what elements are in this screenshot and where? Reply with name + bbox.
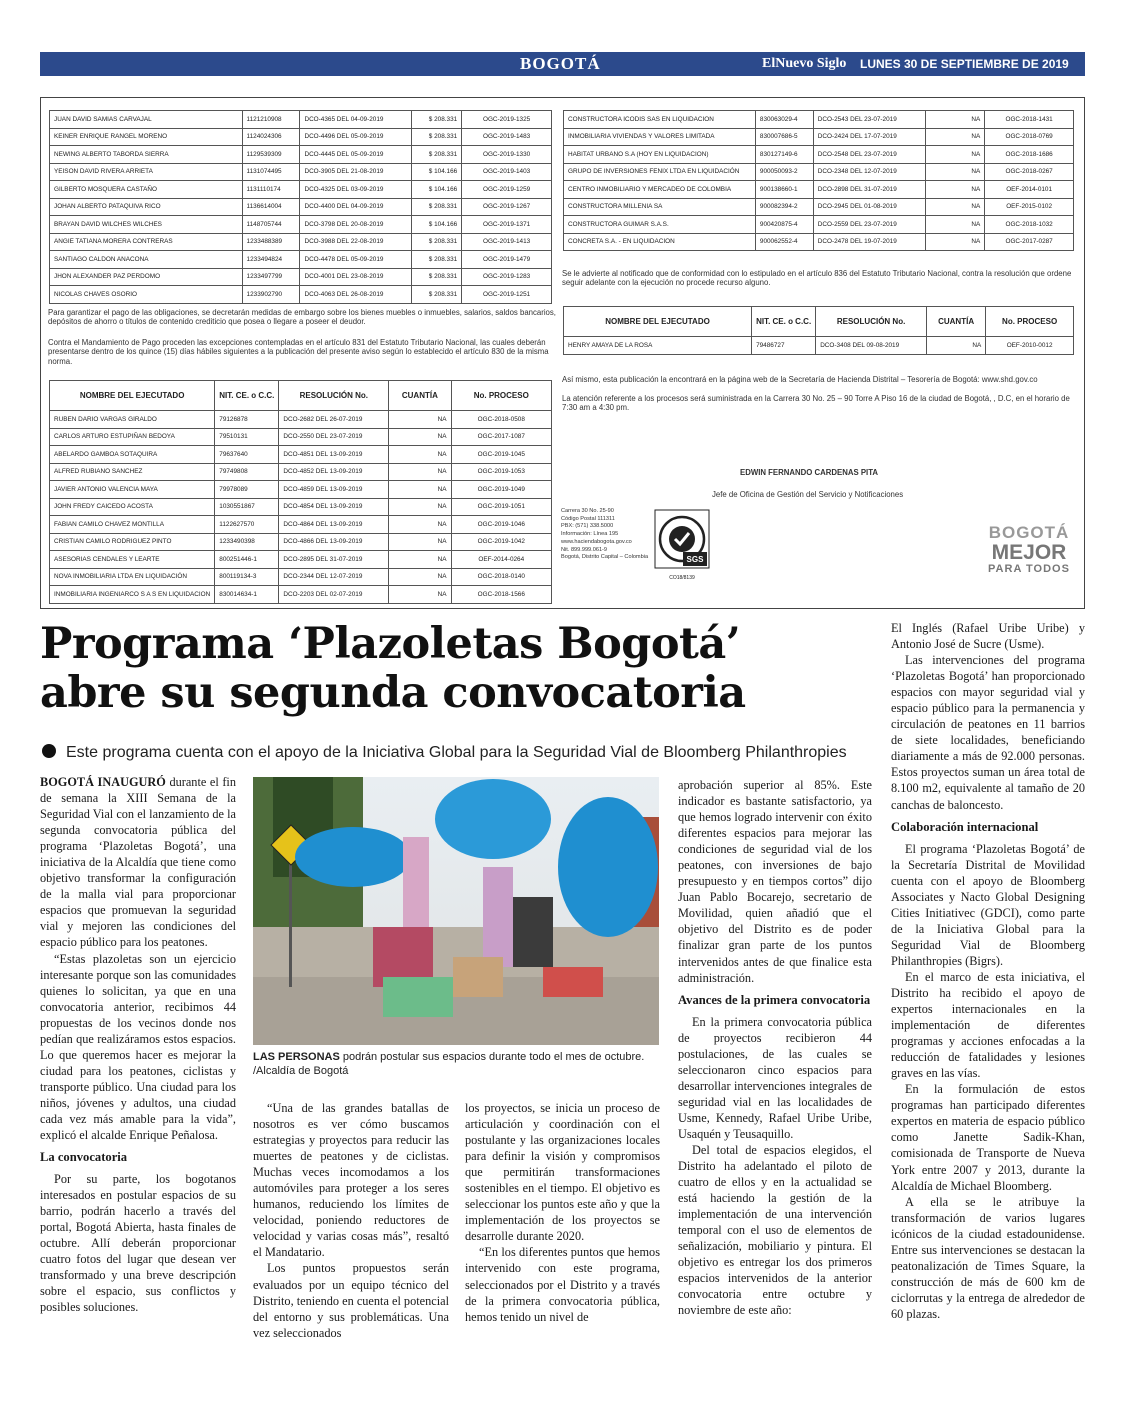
table-header-cell: CUANTÍA bbox=[926, 307, 985, 337]
table-cell: DCO-4854 DEL 13-09-2019 bbox=[279, 498, 389, 516]
advert-text: Se le advierte al notificado que de conformidad con lo estipulado en el artículo 836 del Estatuto Tributario Nacional, contra la resolución que ordene seguir adelante con la ejecución no procede recurso alguno. bbox=[562, 269, 1072, 288]
table-cell: NA bbox=[389, 481, 451, 499]
table-row bbox=[564, 233, 1074, 251]
table-cell: OEF-2014-0264 bbox=[451, 551, 551, 569]
table-cell: NA bbox=[389, 533, 451, 551]
table-cell: NA bbox=[389, 551, 451, 569]
table-cell: DCO-4859 DEL 13-09-2019 bbox=[279, 481, 389, 499]
table-cell: ALFRED RUBIANO SANCHEZ bbox=[50, 463, 215, 481]
table-cell: NA bbox=[389, 498, 451, 516]
table-cell: 830127149-6 bbox=[755, 146, 813, 164]
table-cell: CENTRO INMOBILIARIO Y MERCADEO DE COLOMBIA bbox=[564, 181, 756, 199]
table-row bbox=[50, 533, 552, 551]
table-row bbox=[50, 428, 552, 446]
table-cell: OGC-2019-1479 bbox=[462, 251, 552, 269]
table-cell: NA bbox=[389, 428, 451, 446]
table-cell: HENRY AMAYA DE LA ROSA bbox=[564, 337, 752, 355]
table-row bbox=[50, 446, 552, 464]
table-cell: NA bbox=[925, 216, 985, 234]
svg-text:SGS: SGS bbox=[686, 555, 704, 564]
table-cell: 1131074495 bbox=[242, 163, 300, 181]
table-cell: OGC-2019-1413 bbox=[462, 233, 552, 251]
table-row bbox=[50, 551, 552, 569]
table-cell: OGC-2019-1330 bbox=[462, 146, 552, 164]
table-header-cell: No. PROCESO bbox=[451, 381, 551, 411]
legal-notice-box bbox=[40, 97, 1085, 609]
table-cell: $ 104.166 bbox=[412, 216, 462, 234]
table-cell: OGC-2019-1053 bbox=[451, 463, 551, 481]
table-cell: DCO-4851 DEL 13-09-2019 bbox=[279, 446, 389, 464]
table-cell: $ 208.331 bbox=[412, 286, 462, 304]
table-row bbox=[564, 111, 1074, 129]
table-cell: 830014634-1 bbox=[215, 586, 279, 604]
page-number: 11B bbox=[1086, 53, 1119, 73]
table-header-cell: NIT. CE. o C.C. bbox=[752, 307, 816, 337]
table-cell: DCO-2203 DEL 02-07-2019 bbox=[279, 586, 389, 604]
table-cell: OGC-2018-0769 bbox=[985, 128, 1074, 146]
table-header-cell: NIT. CE. o C.C. bbox=[215, 381, 279, 411]
table-cell: JUAN DAVID SAMIAS CARVAJAL bbox=[50, 111, 243, 129]
table-cell: $ 208.331 bbox=[412, 251, 462, 269]
subheading-colaboracion: Colaboración internacional bbox=[891, 819, 1039, 834]
table-cell: 1121210908 bbox=[242, 111, 300, 129]
table-cell: NA bbox=[389, 568, 451, 586]
table-row bbox=[564, 216, 1074, 234]
table-row bbox=[50, 216, 552, 234]
table-cell: 79749808 bbox=[215, 463, 279, 481]
table-cell: OGC-2019-1267 bbox=[462, 198, 552, 216]
table-cell: DCO-3798 DEL 20-08-2019 bbox=[300, 216, 412, 234]
table-cell: DCO-3988 DEL 22-08-2019 bbox=[300, 233, 412, 251]
article-column-1: BOGOTÁ INAUGURÓ durante el fin de semana la XIII Semana de la Seguridad Vial con el lanzamiento de la segunda convocatoria pública del programa ‘Plazoletas Bogotá’, una iniciativa de la Alcaldía que tiene como objetivo transformar la configuración de la malla vial para proporcionar espacios que promuevan la seguridad vial y mejoren las condiciones del espacio público para los peatones. “Estas plazoletas son un ejercicio interesante porque son las comunidades quienes lo solicitan, ya que en una convocatoria anterior, recibimos 44 propuestas de los vecinos donde nos pedían que realizáramos estos espacios. Lo que queremos hacer es mejorar la ciudad para los peatones, ciclistas y transporte público. Una ciudad para los niños, jóvenes y adultos, una ciudad cada vez más amable para la vida”, explicó el alcalde Enrique Peñalosa. La convocatoria Por su parte, los bogotanos interesados en postular espacios de su barrio, podrán hacerlo a través del portal, Bogotá Abierta, hasta finales de octubre. Allí deberán proporcionar cuatro fotos del lugar que desean ver transformado y una breve descripción sobre el espacio, sus conflictos y posibles soluciones. bbox=[40, 775, 236, 1315]
table-cell: 900082394-2 bbox=[755, 198, 813, 216]
guarantee-text: Para garantizar el pago de las obligaciones, se decretarán medidas de embargo sobre los bienes muebles o inmuebles, salarios, saldos bancarios, depósitos de ahorro o títulos de contenido crediticio que posea o llegare a poseer el deudor. bbox=[48, 308, 556, 327]
table-cell: 1129539309 bbox=[242, 146, 300, 164]
table-row bbox=[50, 481, 552, 499]
publication-name: ElNuevo Siglo bbox=[762, 56, 847, 71]
table-cell: OGC-2019-1325 bbox=[462, 111, 552, 129]
subheading-convocatoria: La convocatoria bbox=[40, 1150, 128, 1165]
table-cell: NA bbox=[925, 146, 985, 164]
signer-name: EDWIN FERNANDO CARDENAS PITA bbox=[740, 468, 879, 477]
table-cell: $ 208.331 bbox=[412, 198, 462, 216]
table-cell: DCO-2895 DEL 31-07-2019 bbox=[279, 551, 389, 569]
table-cell: DCO-3905 DEL 21-08-2019 bbox=[300, 163, 412, 181]
table-cell: BRAYAN DAVID WILCHES WILCHES bbox=[50, 216, 243, 234]
table-cell: DCO-2348 DEL 12-07-2019 bbox=[813, 163, 925, 181]
table-cell: 79510131 bbox=[215, 428, 279, 446]
table-cell: 830063029-4 bbox=[755, 111, 813, 129]
table-row bbox=[50, 411, 552, 429]
table-cell: OGC-2018-1566 bbox=[451, 586, 551, 604]
table-cell: DCO-4478 DEL 05-09-2019 bbox=[300, 251, 412, 269]
cert-number: CO18/8139 bbox=[669, 575, 695, 581]
table-cell: OGC-2019-1042 bbox=[451, 533, 551, 551]
table-cell: 1148705744 bbox=[242, 216, 300, 234]
table-cell: OGC-2019-1051 bbox=[451, 498, 551, 516]
table-cell: NICOLAS CHAVES OSORIO bbox=[50, 286, 243, 304]
table-cell: NA bbox=[389, 516, 451, 534]
table-row bbox=[564, 181, 1074, 199]
table-cell: OGC-2018-1686 bbox=[985, 146, 1074, 164]
table-row bbox=[50, 268, 552, 286]
table-cell: ASESORIAS CENDALES Y LEARTE bbox=[50, 551, 215, 569]
table-cell: CARLOS ARTURO ESTUPIÑAN BEDOYA bbox=[50, 428, 215, 446]
table-cell: OGC-2019-1483 bbox=[462, 128, 552, 146]
table-cell: NA bbox=[389, 463, 451, 481]
table-cell: OGC-2018-1032 bbox=[985, 216, 1074, 234]
table-header-cell: CUANTÍA bbox=[389, 381, 451, 411]
table-cell: 79486727 bbox=[752, 337, 816, 355]
table-cell: $ 104.166 bbox=[412, 163, 462, 181]
table-cell: OEF-2014-0101 bbox=[985, 181, 1074, 199]
table-row bbox=[50, 233, 552, 251]
table-cell: DCO-4445 DEL 05-09-2019 bbox=[300, 146, 412, 164]
table-cell: 900138660-1 bbox=[755, 181, 813, 199]
table-cell: $ 208.331 bbox=[412, 146, 462, 164]
signer-title: Jefe de Oficina de Gestión del Servicio y Notificaciones bbox=[712, 490, 904, 499]
page-header-bar bbox=[40, 52, 1119, 76]
table-cell: DCO-4365 DEL 04-09-2019 bbox=[300, 111, 412, 129]
table-cell: OGC-2019-1259 bbox=[462, 181, 552, 199]
table-cell: NA bbox=[389, 446, 451, 464]
subheading-avances: Avances de la primera convocatoria bbox=[678, 992, 871, 1007]
table-cell: CONCRETA S.A. - EN LIQUIDACION bbox=[564, 233, 756, 251]
table-row bbox=[50, 128, 552, 146]
table-row bbox=[50, 251, 552, 269]
table-cell: CONSTRUCTORA MILLENIA SA bbox=[564, 198, 756, 216]
table-cell: 1136614004 bbox=[242, 198, 300, 216]
section-title: BOGOTÁ bbox=[520, 54, 601, 73]
table-header-cell: NOMBRE DEL EJECUTADO bbox=[564, 307, 752, 337]
table-cell: OGC-2019-1403 bbox=[462, 163, 552, 181]
table-cell: DCO-4001 DEL 23-08-2019 bbox=[300, 268, 412, 286]
table-row bbox=[50, 163, 552, 181]
table-cell: NA bbox=[925, 181, 985, 199]
table-cell: DCO-2424 DEL 17-07-2019 bbox=[813, 128, 925, 146]
table-cell: OGC-2019-1046 bbox=[451, 516, 551, 534]
table-row bbox=[50, 181, 552, 199]
table-cell: $ 104.166 bbox=[412, 181, 462, 199]
web-text: Así mismo, esta publicación la encontrará en la página web de la Secretaría de Hacienda Distrital – Tesorería de Bogotá: www.shd.gov.co bbox=[562, 375, 1038, 384]
table-cell: INMOBILIARIA VIVIENDAS Y VALORES LIMITADA bbox=[564, 128, 756, 146]
table-cell: 79126878 bbox=[215, 411, 279, 429]
article-photo bbox=[253, 777, 659, 1045]
table-cell: KEINER ENRIQUE RANGEL MORENO bbox=[50, 128, 243, 146]
table-cell: JHON ALEXANDER PAZ PERDOMO bbox=[50, 268, 243, 286]
article-headline: Programa ‘Plazoletas Bogotá’ abre su segunda convocatoria bbox=[40, 619, 746, 718]
table-cell: YEISON DAVID RIVERA ARRIETA bbox=[50, 163, 243, 181]
table-cell: HABITAT URBANO S.A (HOY EN LIQUIDACION) bbox=[564, 146, 756, 164]
table-cell: CRISTIAN CAMILO RODRIGUEZ PINTO bbox=[50, 533, 215, 551]
table-cell: OGC-2019-1371 bbox=[462, 216, 552, 234]
table-cell: NEWING ALBERTO TABORDA SIERRA bbox=[50, 146, 243, 164]
table-cell: 1233488389 bbox=[242, 233, 300, 251]
table-row bbox=[50, 516, 552, 534]
issue-date: LUNES 30 DE SEPTIEMBRE DE 2019 bbox=[860, 57, 1069, 71]
table-cell: GRUPO DE INVERSIONES FENIX LTDA EN LIQUIDACIÓN bbox=[564, 163, 756, 181]
table-cell: DCO-2548 DEL 23-07-2019 bbox=[813, 146, 925, 164]
table-cell: DCO-2682 DEL 26-07-2019 bbox=[279, 411, 389, 429]
table-cell: NA bbox=[925, 128, 985, 146]
table-cell: 1233494824 bbox=[242, 251, 300, 269]
table-cell: DCO-2559 DEL 23-07-2019 bbox=[813, 216, 925, 234]
table-cell: $ 208.331 bbox=[412, 268, 462, 286]
table-cell: DCO-2344 DEL 12-07-2019 bbox=[279, 568, 389, 586]
bogota-mejor-logo: BOGOTÁ MEJOR PARA TODOS bbox=[988, 523, 1070, 575]
table-cell: 800251446-1 bbox=[215, 551, 279, 569]
table-cell: 1131110174 bbox=[242, 181, 300, 199]
table-cell: NA bbox=[925, 198, 985, 216]
table-cell: DCO-4400 DEL 04-09-2019 bbox=[300, 198, 412, 216]
table-cell: DCO-2945 DEL 01-08-2019 bbox=[813, 198, 925, 216]
table-cell: JOHN FREDY CAICEDO ACOSTA bbox=[50, 498, 215, 516]
table-row bbox=[564, 128, 1074, 146]
table-row bbox=[564, 198, 1074, 216]
table-cell: NA bbox=[389, 411, 451, 429]
table-cell: OEF-2015-0102 bbox=[985, 198, 1074, 216]
table-row bbox=[50, 498, 552, 516]
table-cell: DCO-4063 DEL 26-08-2019 bbox=[300, 286, 412, 304]
attention-text: La atención referente a los procesos será suministrada en la Carrera 30 No. 25 – 90 Torre A Piso 16 de la ciudad de Bogotá, , D.C, en el horario de 7:30 am a 4:30 pm. bbox=[562, 394, 1070, 413]
article-column-2: “Una de las grandes batallas de nosotros es ver cómo buscamos estrategias y proyectos para reducir las muertes de peatones y de ciclistas. Muchas veces incomodamos a los automóviles para proteger a los seres humanos, reduciendo los límites de velocidad, poniendo reductores de velocidad y varias cosas más”, resaltó el Mandatario. Los puntos propuestos serán evaluados por un equipo técnico del Distrito, teniendo en cuenta el potencial del entorno y sus problemáticas. Una vez seleccionados bbox=[253, 1101, 449, 1340]
table-row bbox=[50, 586, 552, 604]
table-cell: NA bbox=[389, 586, 451, 604]
table-cell: 900062552-4 bbox=[755, 233, 813, 251]
table-cell: 1233490398 bbox=[215, 533, 279, 551]
table-row bbox=[564, 337, 1074, 355]
table-cell: DCO-2550 DEL 23-07-2019 bbox=[279, 428, 389, 446]
table-cell: OGC-2018-1431 bbox=[985, 111, 1074, 129]
table-cell: INMOBILIARIA INGENIARCO S A S EN LIQUIDACION bbox=[50, 586, 215, 604]
table-cell: SANTIAGO CALDON ANACONA bbox=[50, 251, 243, 269]
table-cell: OGC-2019-1251 bbox=[462, 286, 552, 304]
table-cell: $ 208.331 bbox=[412, 233, 462, 251]
certification-seal-icon bbox=[653, 508, 711, 580]
table-cell: $ 208.331 bbox=[412, 128, 462, 146]
table-cell: DCO-2898 DEL 31-07-2019 bbox=[813, 181, 925, 199]
table-row bbox=[564, 163, 1074, 181]
table-cell: JAVIER ANTONIO VALENCIA MAYA bbox=[50, 481, 215, 499]
table-cell: OGC-2019-1045 bbox=[451, 446, 551, 464]
table-row bbox=[50, 198, 552, 216]
article-subhead: Este programa cuenta con el apoyo de la Iniciativa Global para la Seguridad Vial de Bloomberg Philanthropies bbox=[42, 744, 882, 762]
table-cell: RUBEN DARIO VARGAS GIRALDO bbox=[50, 411, 215, 429]
debtors-table-3 bbox=[563, 306, 1074, 355]
table-cell: 900050093-2 bbox=[755, 163, 813, 181]
table-cell: 79637640 bbox=[215, 446, 279, 464]
table-header-cell: RESOLUCIÓN No. bbox=[816, 307, 927, 337]
table-cell: NA bbox=[926, 337, 985, 355]
article-column-3: los proyectos, se inicia un proceso de articulación y coordinación con el postulante y las organizaciones locales para definir la visión y compromisos que permitirán transformaciones sostenibles en el tiempo. El objetivo es seleccionar los puntos este año y que la implementación de los proyectos se desarrolle durante 2020. “En los diferentes puntos que hemos intervenido con este programa, seleccionados por el Distrito y a través de la primera convocatoria pública, hemos tenido un nivel de bbox=[465, 1101, 660, 1324]
table-row bbox=[50, 111, 552, 129]
table-cell: 800119134-3 bbox=[215, 568, 279, 586]
table-cell: CONSTRUCTORA GUIMAR S.A.S. bbox=[564, 216, 756, 234]
table-row bbox=[564, 146, 1074, 164]
table-cell: ANGIE TATIANA MORERA CONTRERAS bbox=[50, 233, 243, 251]
table-cell: NA bbox=[925, 233, 985, 251]
table-cell: DCO-3408 DEL 09-08-2019 bbox=[816, 337, 927, 355]
table-cell: NA bbox=[925, 111, 985, 129]
table-cell: 1124024306 bbox=[242, 128, 300, 146]
table-cell: 830007686-5 bbox=[755, 128, 813, 146]
table-row bbox=[50, 146, 552, 164]
table-cell: 79978089 bbox=[215, 481, 279, 499]
mandate-text: Contra el Mandamiento de Pago proceden las excepciones contempladas en el artículo 831 del Estatuto Tributario Nacional, las cuales deberán presentarse dentro de los quince (15) días hábiles siguientes a la publicación del presente aviso según lo establecido el artículo 830 de la misma norma. bbox=[48, 338, 549, 366]
bullet-icon bbox=[42, 744, 56, 758]
table-cell: FABIAN CAMILO CHAVEZ MONTILLA bbox=[50, 516, 215, 534]
debtors-table-2 bbox=[563, 110, 1074, 251]
table-cell: 1030551867 bbox=[215, 498, 279, 516]
table-cell: OGC-2017-0287 bbox=[985, 233, 1074, 251]
article-column-5: El Inglés (Rafael Uribe Uribe) y Antonio José de Sucre (Usme). Las intervenciones del programa ‘Plazoletas Bogotá’ han proporcionado espacios con mayor seguridad vial y espacio público para la permanencia y circulación de peatones en 11 barrios de siete localidades, beneficiando diariamente a más de 92.000 personas. Estos proyectos suman un área total de 8.100 m2, equivalente al tamaño de 20 canchas de baloncesto. Colaboración internacional El programa ‘Plazoletas Bogotá’ de la Secretaría Distrital de Movilidad cuenta con el apoyo de Bloomberg Associates y Nacto Global Designing Cities Initiativec (GDCI), como parte de la Iniciativa Global para la Seguridad Vial de Bloomberg Philanthropies (Bigrs). En el marco de esta iniciativa, el Distrito ha recibido el apoyo de expertos internacionales en la implementación de diferentes programas y acciones enfocadas a la reducción de fatalidades y lesiones graves en las vías. En la formulación de estos programas han participado diferentes expertos en materia de espacio público como Janette Sadik-Khan, comisionada de Transporte de Nueva York entre 2007 y 2013, durante la Alcaldía de Michael Bloomberg. A ella se le atribuye la transformación de varios lugares icónicos de la ciudad estadounidense. Entre sus intervenciones se destacan la peatonalización de Times Square, la construcción de más de 600 km de ciclorrutas y la entrega de alrededor de 60 plazas. bbox=[891, 621, 1085, 1321]
table-cell: DCO-4864 DEL 13-09-2019 bbox=[279, 516, 389, 534]
table-cell: ABELARDO GAMBOA SOTAQUIRA bbox=[50, 446, 215, 464]
table-cell: 1233497799 bbox=[242, 268, 300, 286]
table-cell: OGC-2018-0267 bbox=[985, 163, 1074, 181]
table-cell: NA bbox=[925, 163, 985, 181]
photo-caption: LAS PERSONAS podrán postular sus espacios durante todo el mes de octubre. /Alcaldía de Bogotá bbox=[253, 1051, 645, 1077]
table-cell: DCO-2478 DEL 19-07-2019 bbox=[813, 233, 925, 251]
table-cell: OGC-2019-1283 bbox=[462, 268, 552, 286]
address-block: Carrera 30 No. 25-90 Código Postal 111311 PBX: (571) 338.5000 Información: Línea 195 www.haciendabogota.gov.co Nit. 899.999.061-9 Bogotá, Distrito Capital – Colombia bbox=[561, 508, 649, 561]
table-row bbox=[50, 286, 552, 304]
table-cell: DCO-2543 DEL 23-07-2019 bbox=[813, 111, 925, 129]
table-cell: NOVA INMOBILIARIA LTDA EN LIQUIDACIÓN bbox=[50, 568, 215, 586]
debtors-table-1 bbox=[49, 110, 552, 304]
table-cell: CONSTRUCTORA ICODIS SAS EN LIQUIDACION bbox=[564, 111, 756, 129]
table-cell: OEF-2010-0012 bbox=[986, 337, 1074, 355]
table-cell: DCO-4325 DEL 03-09-2019 bbox=[300, 181, 412, 199]
table-row bbox=[50, 568, 552, 586]
table-cell: DCO-4866 DEL 13-09-2019 bbox=[279, 533, 389, 551]
debtors-table-4 bbox=[49, 380, 552, 604]
table-row bbox=[50, 463, 552, 481]
article-column-4: aprobación superior al 85%. Este indicador es bastante satisfactorio, ya que hemos logrado intervenir con éxito diferentes espacios para mejorar las condiciones de seguridad vial de los peatones, con inversiones de bajo presupuesto y en tiempos cortos” dijo Juan Pablo Bocarejo, secretario de Movilidad, quien añadió que el objetivo del Distrito es de poder finalizar gran parte de los puntos intervenidos antes de que finalice esta administración. Avances de la primera convocatoria En la primera convocatoria pública de proyectos recibieron 44 postulaciones, de las cuales se seleccionaron cinco espacios para desarrollar intervenciones integrales de seguridad vial en las localidades de Usme, Kennedy, Rafael Uribe Uribe, Usaquén y Teusaquillo. Del total de espacios elegidos, el Distrito ha adelantado el piloto de cuatro de ellos y en la actualidad se está haciendo la gestión de la implementación de una intervención temporal con el uso de elementos de señalización, mobiliario y pintura. El objetivo es entregar los dos primeros espacios intervenidos de la anterior convocatoria entre octubre y noviembre de este año: bbox=[678, 778, 872, 1318]
table-cell: OGC-2018-0140 bbox=[451, 568, 551, 586]
table-header-cell: RESOLUCIÓN No. bbox=[279, 381, 389, 411]
table-cell: OGC-2017-1087 bbox=[451, 428, 551, 446]
table-cell: 1233902790 bbox=[242, 286, 300, 304]
table-cell: DCO-4496 DEL 05-09-2019 bbox=[300, 128, 412, 146]
table-cell: GILBERTO MOSQUERA CASTAÑO bbox=[50, 181, 243, 199]
table-cell: 900420875-4 bbox=[755, 216, 813, 234]
table-cell: DCO-4852 DEL 13-09-2019 bbox=[279, 463, 389, 481]
table-cell: $ 208.331 bbox=[412, 111, 462, 129]
table-header-cell: No. PROCESO bbox=[986, 307, 1074, 337]
table-header-cell: NOMBRE DEL EJECUTADO bbox=[50, 381, 215, 411]
table-cell: 1122627570 bbox=[215, 516, 279, 534]
table-cell: OGC-2018-0508 bbox=[451, 411, 551, 429]
table-cell: JOHAN ALBERTO PATAQUIVA RICO bbox=[50, 198, 243, 216]
table-cell: OGC-2019-1049 bbox=[451, 481, 551, 499]
